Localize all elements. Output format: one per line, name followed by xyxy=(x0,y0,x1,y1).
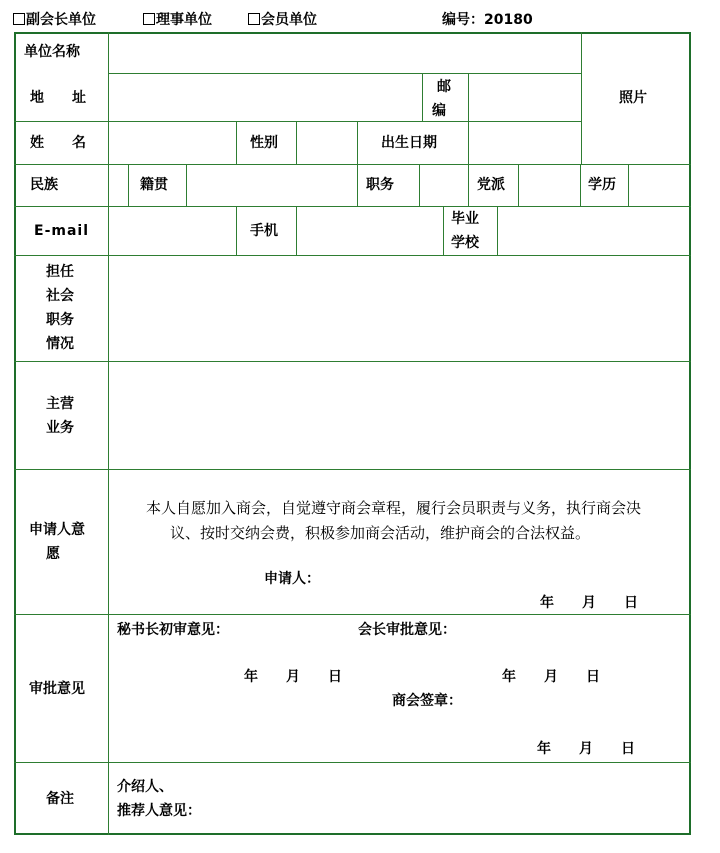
col-divider xyxy=(357,121,358,206)
col-divider xyxy=(580,164,581,206)
col-divider xyxy=(108,32,109,835)
row-divider xyxy=(14,361,691,362)
label-school: 毕业 xyxy=(451,211,479,227)
col-divider xyxy=(236,121,237,164)
col-divider xyxy=(186,164,187,206)
referrer-opinion: 推荐人意见： xyxy=(117,803,201,819)
label-native-place: 籍贯 xyxy=(140,177,168,193)
applicant-signature: 申请人： xyxy=(264,571,320,587)
col-divider xyxy=(128,164,129,206)
label-school: 学校 xyxy=(451,235,479,251)
label-social-role: 情况 xyxy=(46,336,74,352)
label-unit-name: 单位名称 xyxy=(24,44,80,60)
col-divider xyxy=(628,164,629,206)
row-divider xyxy=(14,255,691,256)
col-divider xyxy=(497,206,498,255)
secretary-opinion: 秘书长初审意见： xyxy=(117,622,229,638)
label-party: 党派 xyxy=(477,177,505,193)
checkbox-icon[interactable] xyxy=(13,13,25,25)
col-divider xyxy=(581,32,582,164)
option-label: 副会长单位 xyxy=(26,12,96,28)
intent-line: 本人自愿加入商会，自觉遵守商会章程，履行会员职责与义务，执行商会决 xyxy=(146,499,642,517)
chamber-seal: 商会签章： xyxy=(392,693,462,709)
row-divider xyxy=(14,762,691,763)
label-main-business: 主营 xyxy=(46,396,74,412)
option-label: 理事单位 xyxy=(156,12,212,28)
option-director[interactable] xyxy=(143,9,212,29)
option-member[interactable] xyxy=(248,9,317,29)
row-divider xyxy=(108,73,581,74)
col-divider xyxy=(443,206,444,255)
president-opinion: 会长审批意见： xyxy=(358,622,456,638)
serial-number: 编号：20180 xyxy=(442,12,533,28)
row-divider xyxy=(14,206,691,207)
label-social-role: 担任 xyxy=(46,264,74,280)
form-table xyxy=(14,32,691,835)
row-divider xyxy=(14,121,581,122)
seal-date: 年 月 日 xyxy=(537,741,635,757)
col-divider xyxy=(468,73,469,164)
label-mobile: 手机 xyxy=(250,223,278,239)
label-education: 学历 xyxy=(588,177,616,193)
col-divider xyxy=(518,164,519,206)
col-divider xyxy=(422,73,423,121)
label-birth-date: 出生日期 xyxy=(381,135,437,151)
intent-line: 议、按时交纳会费，积极参加商会活动，维护商会的合法权益。 xyxy=(170,524,591,542)
row-divider xyxy=(14,469,691,470)
secretary-date: 年 月 日 xyxy=(244,669,342,685)
label-position: 职务 xyxy=(366,177,394,193)
label-main-business: 业务 xyxy=(46,420,74,436)
row-divider xyxy=(14,164,691,165)
label-social-role: 职务 xyxy=(46,312,74,328)
col-divider xyxy=(419,164,420,206)
col-divider xyxy=(468,164,469,206)
col-divider xyxy=(296,206,297,255)
label-remark: 备注 xyxy=(46,791,74,807)
option-label: 会员单位 xyxy=(261,12,317,28)
checkbox-icon[interactable] xyxy=(143,13,155,25)
label-postcode: 编 xyxy=(432,103,446,119)
label-applicant-intent: 申请人意 xyxy=(29,522,85,538)
label-photo: 照片 xyxy=(619,90,647,106)
col-divider xyxy=(236,206,237,255)
label-gender: 性别 xyxy=(250,135,278,151)
intent-statement xyxy=(146,496,686,546)
label-name: 姓 名 xyxy=(30,135,86,151)
label-address: 地 址 xyxy=(30,90,86,106)
col-divider xyxy=(296,121,297,164)
label-postcode: 邮 xyxy=(437,79,451,95)
referrer-opinion: 介绍人、 xyxy=(117,779,173,795)
option-vice-president[interactable] xyxy=(13,9,96,29)
checkbox-icon[interactable] xyxy=(248,13,260,25)
label-ethnic: 民族 xyxy=(30,177,58,193)
label-social-role: 社会 xyxy=(46,288,74,304)
president-date: 年 月 日 xyxy=(502,669,600,685)
label-applicant-intent: 愿 xyxy=(46,546,60,562)
label-approval: 审批意见 xyxy=(29,681,85,697)
intent-date: 年 月 日 xyxy=(540,595,638,611)
label-email: E-mail xyxy=(34,223,90,239)
